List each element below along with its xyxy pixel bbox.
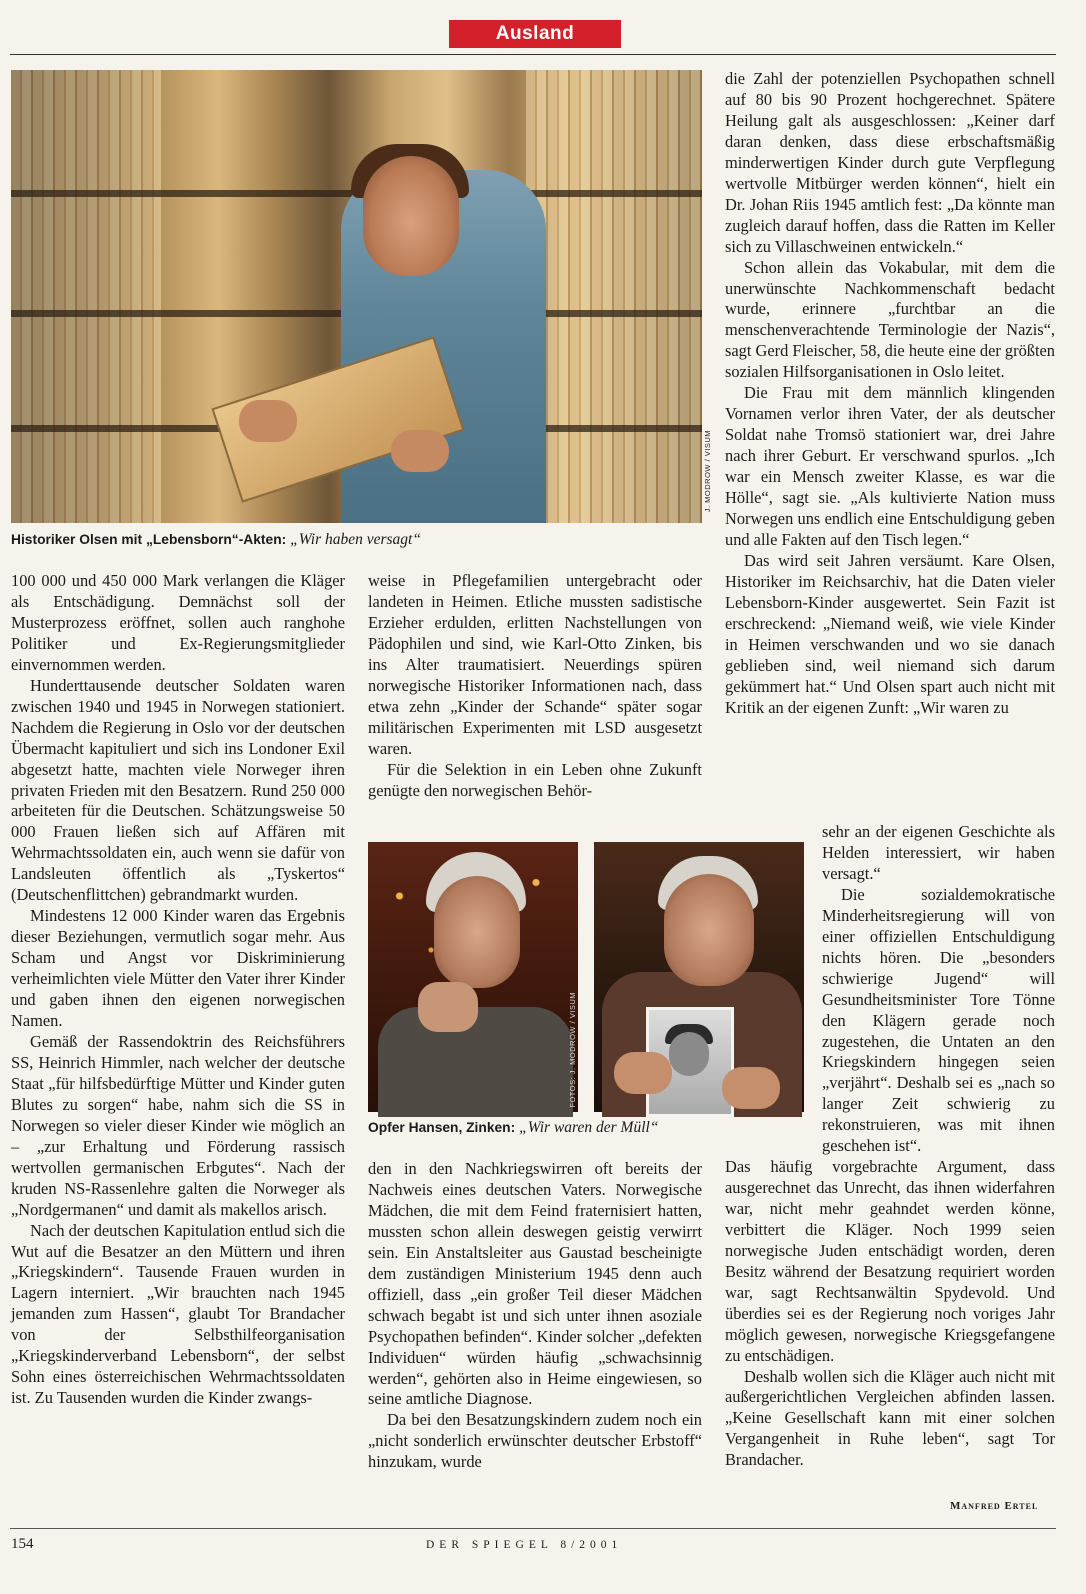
paragraph: Deshalb wollen sich die Kläger auch nicht mit außergerichtlichen Vergleichen abfinden lassen. „Keine Gesellschaft kann mit einer solchen Vergangenheit in Ruhe leben“, sagt Tor Brandacher. [725,1366,1055,1470]
paragraph: Die sozialdemokratische Minderheitsregierung will von einer offiziellen Entschuldigung nichts hören. Die „besonders schwierige Jugend“ will Gesundheitsminister Tore Tönne den Klägern gerade noch zugestehen, die Untaten an den Kriegskindern hingegen seien „verjährt“. Deshalb sei es „nach so langer Zeit schwierig zu rekonstruieren, was mit ihnen geschehen ist“. [822,884,1055,1156]
photo-credit: J. MODROW / VISUM [703,430,712,513]
caption-label: Historiker Olsen mit „Lebensborn“-Akten: [11,532,287,547]
paragraph: Da bei den Besatzungskindern zudem noch ein „nicht sonderlich erwünschter deutscher Erbstoff“ hinzukam, wurde [368,1410,702,1472]
photo-historian-archive [11,70,712,523]
photo-main-caption [11,530,701,550]
top-rule [10,54,1056,55]
caption-quote: „Wir haben versagt“ [290,531,421,548]
paragraph: Hunderttausende deutscher Soldaten waren zwischen 1940 und 1945 in Norwegen stationiert. Nachdem die Regierung in Oslo vor der deutschen Übermacht kapituliert und sich ins Londoner Exil abgesetzt hatte, machten viele Norweger ihren privaten Frieden mit den Besatzern. Rund 250 000 arbeiteten für die Deutschen. Schätzungsweise 50 000 Frauen ließen sich auf Affären mit Wehrmachtssoldaten ein, auch wenn sie dafür von Landsleuten öffentlich als „Tyskertos“ (Deutschenflittchen) gebrandmarkt wurden. [11,675,345,905]
photo-pair-caption [368,1118,808,1138]
bottom-rule [10,1528,1056,1529]
author-byline: Manfred Ertel [950,1500,1039,1512]
paragraph: den in den Nachkriegswirren oft bereits der Nachweis eines deutschen Vaters. Norwegische Mädchen, die mit dem Feind fraternisiert hatten, mussten schon allein deswegen geistig verwirrt sein. Ein Anstaltsleiter aus Gaustad bescheinigte dem zuständigen Ministerium 1945 denn auch offiziell, dass „ein großer Teil dieser Mädchen schwach begabt ist und sich unter ihnen asoziale Psychopathen befinden“. Kinder solcher „defekten Individuen“ würden häufig „schwachsinnig werden“, gehörten also in Heime eingewiesen, so seine amtliche Diagnose. [368,1159,702,1409]
photo-credit: FOTOS: J. MODROW / VISUM [568,992,577,1108]
article-column-2-bottom [368,1159,702,1473]
article-column-1 [11,571,345,1409]
page-number: 154 [11,1536,34,1552]
paragraph: Nach der deutschen Kapitulation entlud sich die Wut auf die Besatzer an den Müttern und ihren „Kriegskindern“. Tausende Frauen wurden in Lagern interniert. „Wir brauchten nach 1945 jemanden zum Hassen“, glaubt Tor Brandacher von der Selbsthilfeorganisation „Kriegskinderverband Lebensborn“, der selbst Sohn eines österreichischen Wehrmachtssoldaten ist. Zu Tausenden wurden die Kinder zwangs- [11,1220,345,1408]
paragraph: Die Frau mit dem männlich klingenden Vornamen verlor ihren Vater, der als deutscher Soldat nahe Tromsö stationiert war, drei Jahre nach ihrer Geburt. Er verschwand spurlos. „Ich war ein Mensch zweiter Klasse, es war die Hölle“, sagt sie. „Als kultivierte Nation muss Norwegen uns endlich eine Entschuldigung geben und alle Fakten auf den Tisch legen.“ [725,383,1055,549]
paragraph: weise in Pflegefamilien untergebracht oder landeten in Heimen. Etliche mussten sadistische Erzieher erdulden, erlitten Nachstellungen von Pädophilen und sind, wie Karl-Otto Zinken, bis ins Alter traumatisiert. Neuerdings spüren norwegische Historiker Informationen nach, dass etwa zehn „Kinder der Schande“ später sogar militärischen Experimenten mit LSD ausgesetzt waren. [368,571,702,758]
caption-quote: „Wir waren der Müll“ [519,1119,659,1136]
paragraph: 100 000 und 450 000 Mark verlangen die Kläger als Entschädigung. Demnächst soll der Musterprozess eröffnet, sollen auch ranghohe Politiker und Ex-Regierungsmitglieder einvernommen werden. [11,571,345,674]
paragraph: Schon allein das Vokabular, mit dem die unerwünschte Nachkommenschaft bedacht wurde, erinnere „furchtbar an die menschenverachtende Terminologie der Nazis“, sagt Gerd Fleischer, 58, die heute eine der größten sozialen Hilfsorganisationen in Oslo leitet. [725,257,1055,382]
paragraph: die Zahl der potenziellen Psychopathen schnell auf 80 bis 90 Prozent hochgerechnet. Spätere Heilung galt als ausgeschlossen: „Keiner darf daran denken, dass diese erbschaftsmäßig minderwertigen Kinder durch gute Verpflegung wertvolle Mitbürger werden können“, hielt ein Dr. Johan Riis 1945 amtlich fest: „Da könnte man zugleich darauf hoffen, dass die Ratten im Keller sich zu Villaschweinen entwickeln.“ [725,69,1055,256]
paragraph: Mindestens 12 000 Kinder waren das Ergebnis dieser Beziehungen, vermutlich sogar mehr. Aus Scham und Angst vor Diskriminierung verheimlichten viele Mütter den Vater ihrer Kinder und gaben ihnen den eigenen norwegischen Namen. [11,906,345,1031]
paragraph: Das wird seit Jahren versäumt. Kare Olsen, Historiker im Reichsarchiv, hat die Daten vieler Lebensborn-Kinder ausgewertet. Sein Fazit ist erschreckend: „Niemand weiß, wie viele Kinder in Heimen verschwanden und wo sie danach geblieben sind, weil niemand sich darum gekümmert hat.“ Und Olsen spart auch nicht mit Kritik an der eigenen Zunft: „Wir waren zu [725,550,1055,717]
paragraph: Das häufig vorgebrachte Argument, dass ausgerechnet das Unrecht, das ihnen widerfahren war, nicht mehr geahndet werden könne, verbittert die Kläger. Noch 1999 seien norwegische Juden entschädigt worden, deren Besitz während der Besatzung requiriert worden war, sagt Rechtsanwältin Spydevold. Und überdies sei es der Regierung noch voriges Jahr möglich gewesen, norwegische Kriegsgefangene zu entschädigen. [725,1157,1055,1365]
paragraph: sehr an der eigenen Geschichte als Helden interessiert, wir haben versagt.“ [822,822,1055,883]
paragraph: Gemäß der Rassendoktrin des Reichsführers SS, Heinrich Himmler, nach welcher der deutsche Staat „für hilfsbedürftige Mütter und Kinder guten Blutes zu sorgen“ habe, nahm sich die SS in Norwegen so vieler dieser Kinder wie möglich an – „zur Erhaltung und Förderung rassisch wertvollen germanischen Erbgutes“. Nach der kruden NS-Rassenlehre galten die Norweger als „Nordgermanen“ und damit als makellos arisch. [11,1031,345,1219]
article-column-3-top [725,69,1055,719]
magazine-issue: DER SPIEGEL 8/2001 [426,1539,623,1551]
article-column-3-inset [822,822,1055,1157]
photo-zinken [594,842,804,1112]
photo-hansen [368,842,578,1112]
paragraph: Für die Selektion in ein Leben ohne Zukunft genügte den norwegischen Behör- [368,759,702,800]
article-column-3-bottom [725,1157,1055,1471]
caption-label: Opfer Hansen, Zinken: [368,1120,516,1135]
section-tag: Ausland [449,20,621,48]
article-column-2-top [368,571,702,801]
